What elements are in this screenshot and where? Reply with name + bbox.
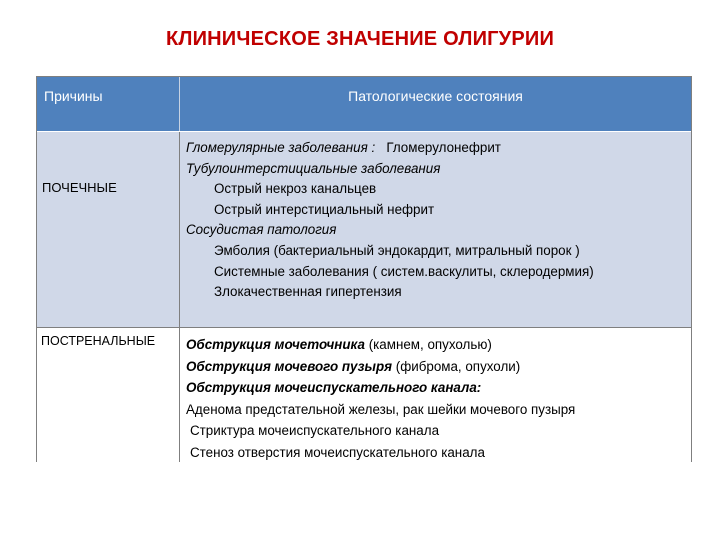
cause-cell [37, 132, 179, 328]
condition-line: Стриктура мочеиспускательного канала [190, 423, 440, 438]
header-causes: Причины [44, 88, 103, 104]
slide-title: КЛИНИЧЕСКОЕ ЗНАЧЕНИЕ ОЛИГУРИИ [165, 28, 555, 50]
cause-label-renal: ПОЧЕЧНЫЕ [42, 180, 117, 195]
condition-line: Гломерулярные заболевания : Гломерулонефрит [186, 140, 501, 155]
header-conditions: Патологические состояния [179, 77, 691, 131]
condition-line: Сосудистая патология [186, 222, 337, 238]
condition-line: Системные заболевания ( систем.васкулиты, склеродермия) [214, 263, 594, 279]
cause-label-postrenal: ПОСТРЕНАЛЬНЫЕ [41, 334, 156, 348]
condition-line: Обструкция мочевого пузыря (фиброма, опухоли) [186, 358, 521, 374]
oliguria-table [36, 76, 692, 462]
table-row-postrenal [37, 327, 691, 462]
condition-line: Стеноз отверстия мочеиспускательного канала [190, 444, 485, 460]
conditions-cell [179, 328, 691, 462]
condition-line: Тубулоинтерстициальные заболевания [186, 160, 441, 176]
condition-line: Обструкция мочеточника (камнем, опухолью) [186, 337, 492, 352]
condition-line: Острый интерстициальный нефрит [214, 201, 435, 217]
condition-line: Аденома предстательной железы, рак шейки мочевого пузыря [186, 401, 576, 417]
condition-line: Злокачественная гипертензия [214, 284, 402, 300]
condition-line: Эмболия (бактериальный эндокардит, митральный порок ) [214, 242, 580, 258]
table-header-row [37, 77, 691, 131]
cause-cell [37, 328, 179, 462]
condition-line: Обструкция мочеиспускательного канала: [186, 380, 482, 395]
condition-line: Острый некроз канальцев [214, 181, 377, 197]
conditions-cell [179, 132, 691, 328]
table-row-renal [37, 131, 691, 328]
